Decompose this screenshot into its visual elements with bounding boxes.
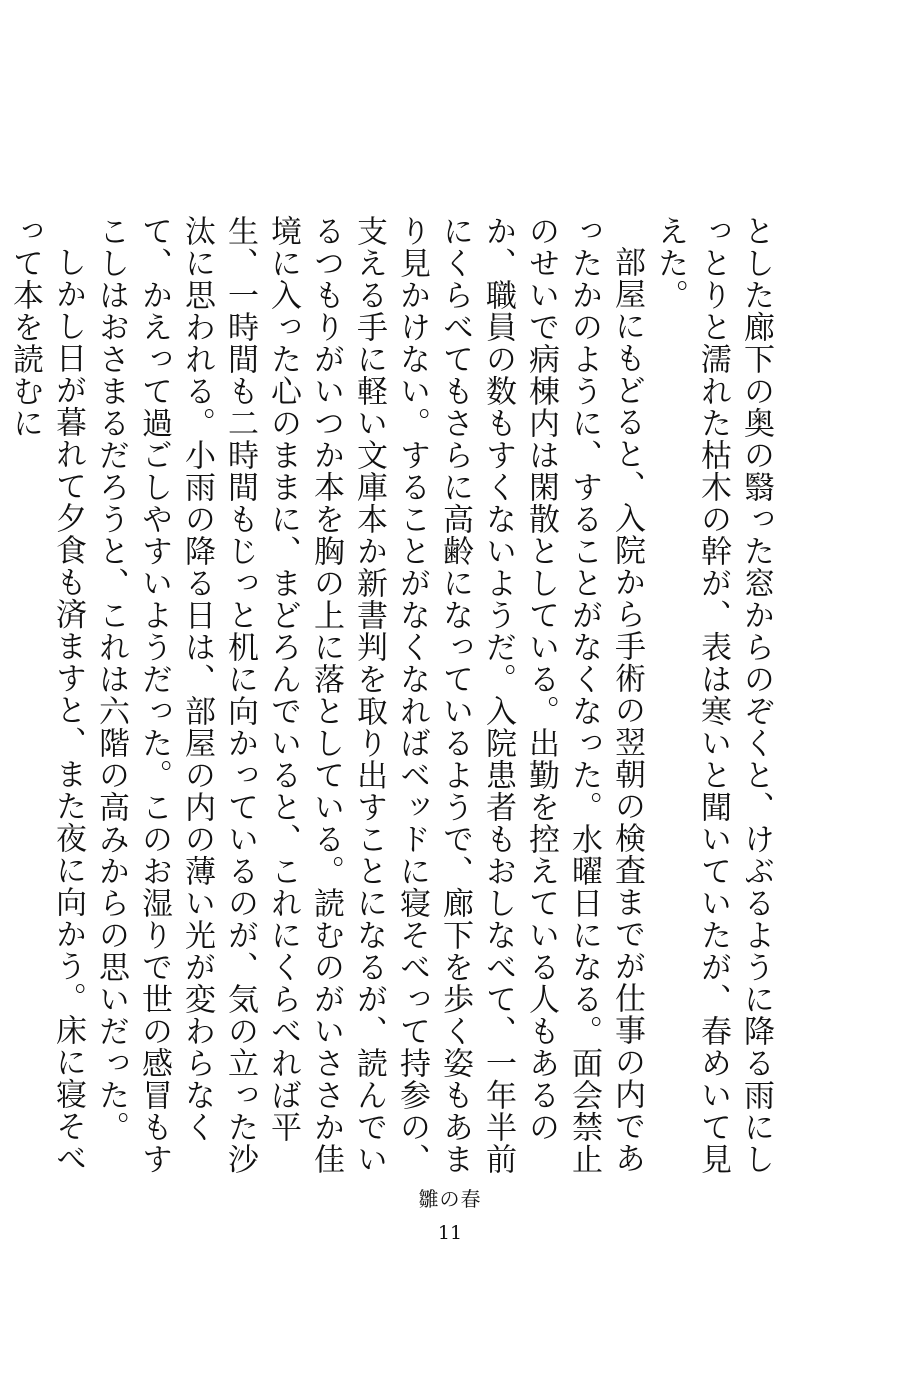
vertical-body-text: [7, 215, 777, 1175]
paragraph-2: 部屋にもどると、入院から手術の翌朝の検査までが仕事の内であったかのように、することがなくなった。水曜日になる。面会禁止のせいで病棟内は閑散としている。出勤を控えている人もあるのか、職員の数もすくないようだ。入院患者もおしなべて、一年半前にくらべてもさらに高齢になっているようで、廊下を歩く姿もあまり見かけない。することがなくなればベッドに寝そべって持参の、支える手に軽い文庫本か新書判を取り出すことになるが、読んでいるつもりがいつか本を胸の上に落としている。読むのがいささか佳境に入った心のままに、まどろんでいると、これにくらべれば平生、一時間も二時間もじっと机に向かっているのが、気の立った沙汰に思われる。小雨の降る日は、部屋の内の薄い光が変わらなくて、かえって過ごしやすいようだった。このお湿りで世の感冒もすこしはおさまるだろうと、これは六階の高みからの思いだった。: [93, 215, 645, 1175]
paragraph-1: とした廊下の奥の翳った窓からのぞくと、けぶるように降る雨にしっとりと濡れた枯木の幹が、表は寒いと聞いていたが、春めいて見えた。: [652, 215, 774, 1175]
page-number: 11: [437, 1222, 463, 1244]
running-footer-title: 雛の春: [418, 1187, 482, 1211]
paragraph-3: しかし日が暮れて夕食も済ますと、また夜に向かう。床に寝そべって本を読むに: [7, 215, 86, 1174]
